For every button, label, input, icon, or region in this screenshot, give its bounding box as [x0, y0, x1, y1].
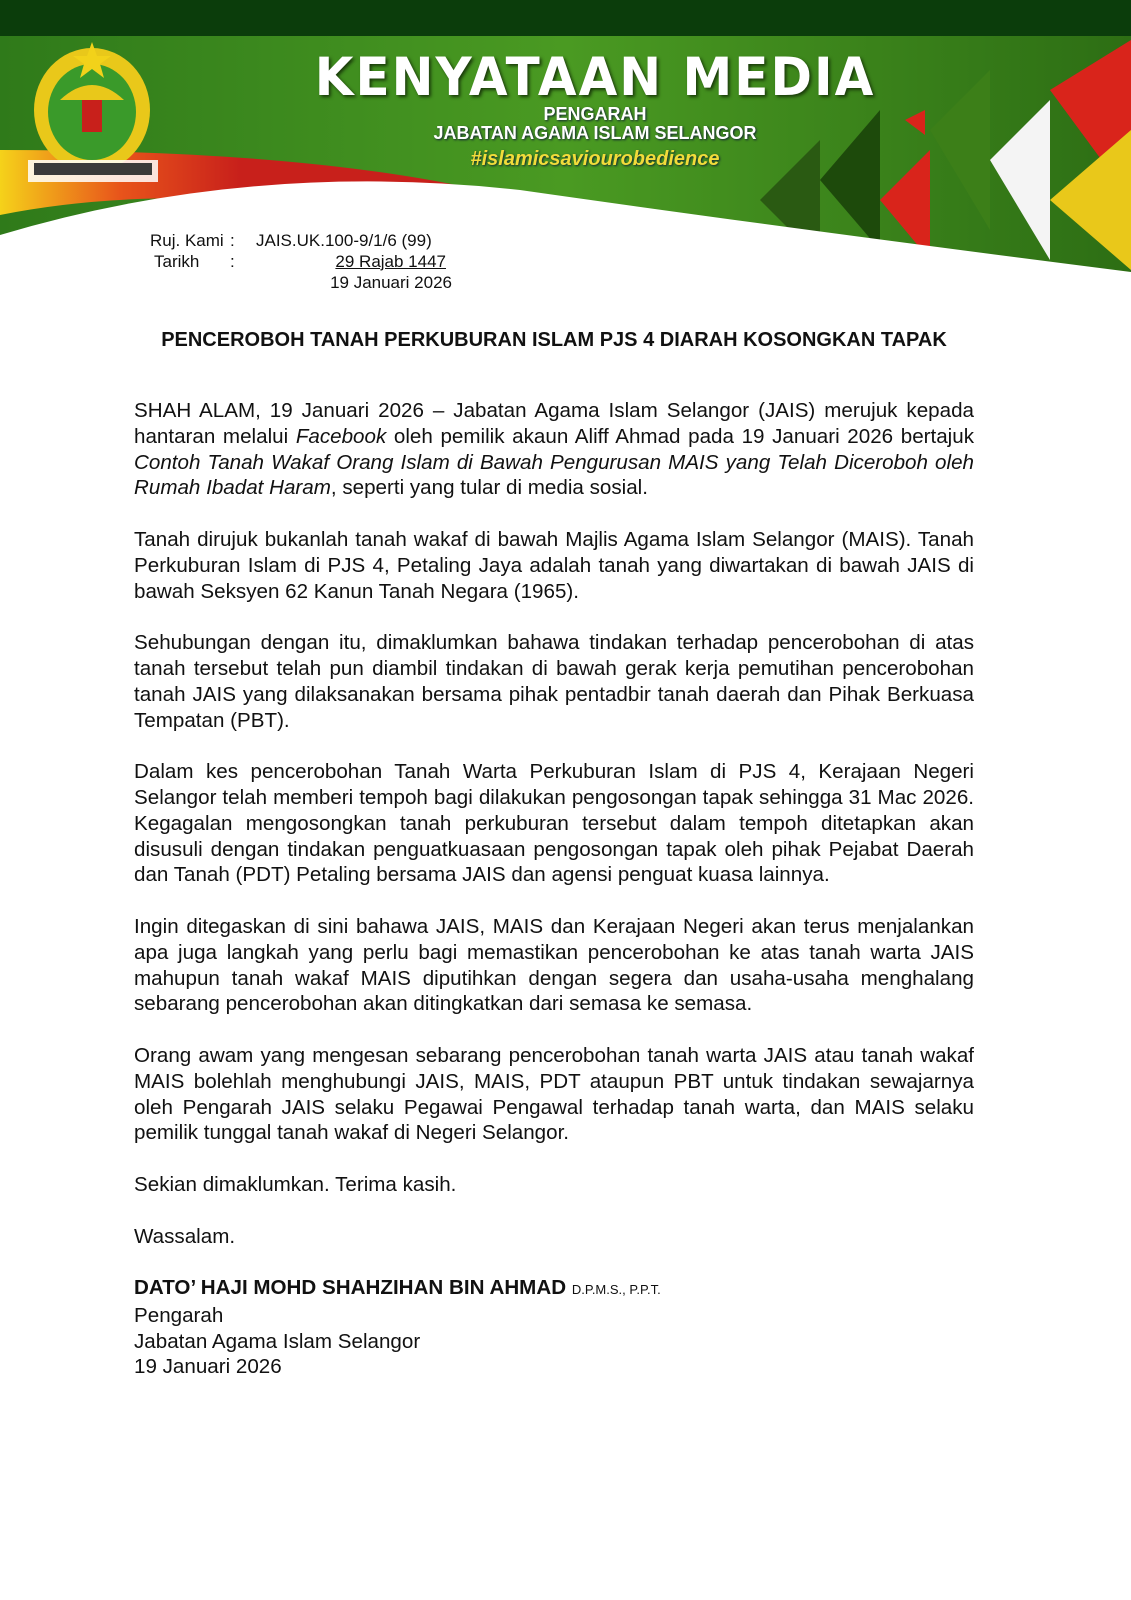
- paragraph: Orang awam yang mengesan sebarang pencerobohan tanah warta JAIS atau tanah wakaf MAIS bolehlah menghubungi JAIS, MAIS, PDT ataupun PBT untuk tindakan sewajarnya oleh Pengarah JAIS selaku Pegawai Pengawal terhadap tanah warta, dan MAIS selaku pemilik tunggal tanah wakaf di Negeri Selangor.: [134, 1043, 974, 1145]
- paragraph: Dalam kes pencerobohan Tanah Warta Perkuburan Islam di PJS 4, Kerajaan Negeri Selangor telah memberi tempoh bagi dilakukan pengosongan tapak sehingga 31 Mac 2026. Kegagalan mengosongkan tanah perkuburan tersebut dalam tempoh ditetapkan akan disusuli dengan tindakan penguatkuasaan pengosongan tapak oleh pihak Pejabat Daerah dan Tanah (PDT) Petaling bersama JAIS dan agensi penguat kuasa lainnya.: [134, 760, 974, 887]
- gregorian-date-row: [150, 272, 452, 293]
- paragraph-text: oleh pemilik akaun Aliff Ahmad pada 19 Januari 2026 bertajuk: [386, 424, 975, 448]
- date-label: Tarikh: [154, 252, 200, 271]
- paragraph: Sehubungan dengan itu, dimaklumkan bahawa tindakan terhadap pencerobohan di atas tanah tersebut telah pun diambil tindakan di bawah gerak kerja pemutihan pencerobohan tanah JAIS yang dilaksanakan bersama pihak pentadbir tanah daerah dan Pihak Berkuasa Tempatan (PBT).: [134, 631, 974, 732]
- date-hijri: 29 Rajab 1447: [335, 252, 446, 271]
- signatory-postnominals: D.P.M.S., P.P.T.: [571, 1282, 661, 1298]
- signatory-department: Jabatan Agama Islam Selangor: [134, 1329, 421, 1353]
- salutation: Wassalam.: [134, 1224, 236, 1248]
- signature-block: [134, 1275, 974, 1380]
- paragraph-text: SHAH ALAM, 19 Januari 2026 – Jabatan Agama Islam Selangor (JAIS) merujuk kepada hantaran melalui: [134, 399, 974, 448]
- paragraph: Ingin ditegaskan di sini bahawa JAIS, MAIS dan Kerajaan Negeri akan terus menjalankan apa juga langkah yang perlu bagi memastikan pencerobohan ke atas tanah warta JAIS mahupun tanah wakaf MAIS diputihkan dengan segera dan usaha-usaha menghalang sebarang pencerobohan akan ditingkatkan dari semasa ke semasa.: [134, 914, 974, 1016]
- date-colon: :: [230, 252, 235, 271]
- ref-colon: :: [230, 231, 235, 250]
- date-hijri-wrapper: [256, 251, 446, 272]
- signatory-position: Pengarah: [134, 1303, 224, 1327]
- ref-label: Ruj. Kami: [150, 231, 224, 250]
- banner-subtitle-department: JABATAN AGAMA ISLAM SELANGOR: [433, 123, 757, 143]
- paragraph: [134, 398, 974, 501]
- date-row: [150, 251, 452, 272]
- paragraph: Tanah dirujuk bukanlah tanah wakaf di bawah Majlis Agama Islam Selangor (MAIS). Tanah Perkuburan Islam di PJS 4, Petaling Jaya adalah tanah yang diwartakan di bawah JAIS di bawah Seksyen 62 Kanun Tanah Negara (1965).: [134, 527, 974, 603]
- reference-block: [150, 230, 452, 293]
- signatory-line: [134, 1275, 974, 1303]
- closing: Sekian dimaklumkan. Terima kasih.: [134, 1172, 457, 1196]
- date-gregorian: 19 Januari 2026: [330, 273, 452, 292]
- paragraph-text: , seperti yang tular di media sosial.: [330, 476, 648, 500]
- signatory-name: DATO’ HAJI MOHD SHAHZIHAN BIN AHMAD: [134, 1276, 567, 1300]
- banner-hashtag: #islamicsaviourobedience: [470, 148, 720, 170]
- paragraph-italic-text: Contoh Tanah Wakaf Orang Islam di Bawah Pengurusan MAIS yang Telah Diceroboh oleh Rumah Ibadat Haram: [134, 450, 974, 500]
- ref-value: JAIS.UK.100-9/1/6 (99): [256, 231, 432, 250]
- banner-title: KENYATAAN MEDIA: [314, 46, 876, 108]
- document-body: [134, 398, 974, 1380]
- signature-date: 19 Januari 2026: [134, 1355, 282, 1379]
- reference-row: [150, 230, 452, 251]
- banner-subtitle-director: PENGARAH: [543, 104, 647, 124]
- top-band: [0, 0, 1131, 36]
- paragraph-italic-text: Facebook: [295, 424, 387, 448]
- document-heading: PENCEROBOH TANAH PERKUBURAN ISLAM PJS 4 DIARAH KOSONGKAN TAPAK: [161, 329, 947, 351]
